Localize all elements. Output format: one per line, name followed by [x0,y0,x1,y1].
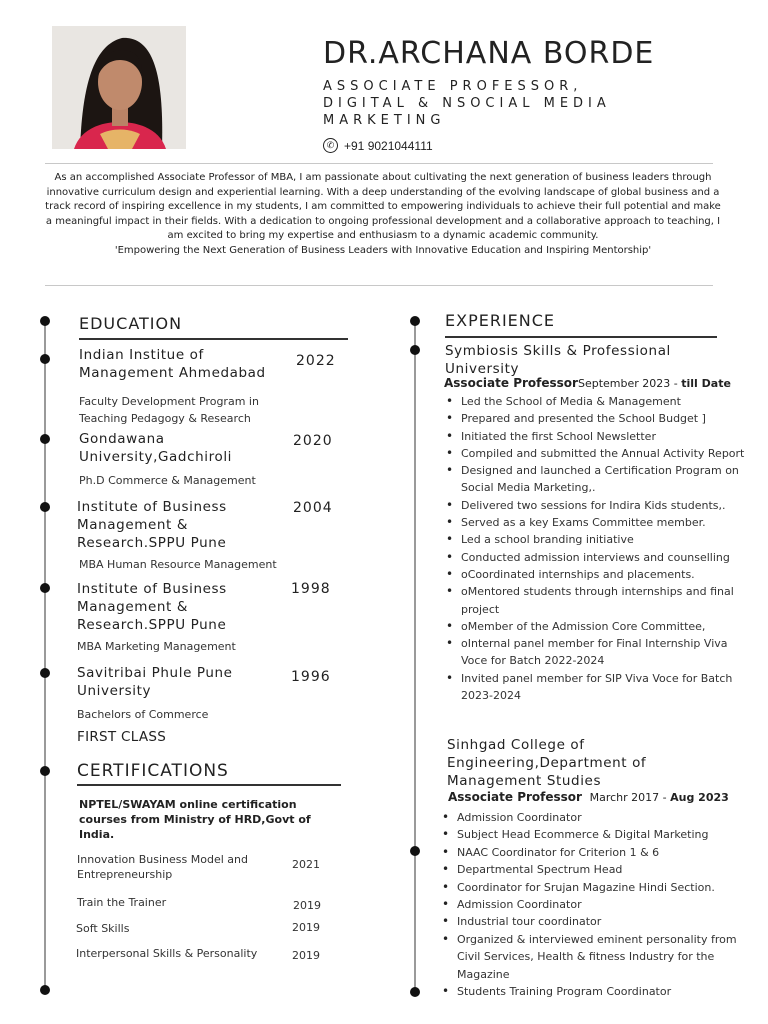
timeline-dot [410,987,420,997]
phone-number: +91 9021044111 [344,138,433,153]
experience-role [448,790,729,804]
timeline-dot [410,846,420,856]
timeline-dot [40,985,50,995]
summary-divider [45,285,713,286]
timeline-dot [410,345,420,355]
certification-name: Soft Skills [76,922,130,935]
experience-role-title: Associate Professor [444,376,578,390]
experience-date-to: till Date [681,377,731,390]
education-institution: Institute of Business Management & Research.SPPU Pune [77,581,227,633]
list-item: • Invited panel member for SIP Viva Voce for Batch 2023-2024 [446,670,746,705]
profile-photo-image [52,26,186,149]
list-item: • NAAC Coordinator for Criterion 1 & 6 [442,844,742,861]
experience-date-from: September 2023 - [577,377,682,390]
right-timeline-rail [414,320,416,992]
list-item: • Compiled and submitted the Annual Activity Report [446,445,746,462]
summary-quote: 'Empowering the Next Generation of Business Leaders with Innovative Education and Inspiring Mentorship' [114,244,652,256]
experience-role [444,376,731,390]
education-institution: Institute of Business Management & Research.SPPU Pune [77,499,227,551]
job-title-line: MARKETING [323,113,446,128]
candidate-name: DR.ARCHANA BORDE [323,36,655,71]
list-item: • Led a school branding initiative [446,531,746,548]
left-timeline-rail [44,320,46,990]
summary-text: As an accomplished Associate Professor of MBA, I am passionate about cultivating the next generation of business leaders through innovative curriculum design and experiential learning. With a deep understanding of the evolving landscape of global business and a track record of inspiring excellence in my students, I am committed to empowering individuals to achieve their full potential and make a meaningful impact in their fields. With a dedication to ongoing professional development and a collaborative approach to teaching, I am excited to bring my expertise and enthusiasm to a dynamic academic community. [45,172,721,242]
phone-contact[interactable] [323,138,433,153]
certification-year: 2021 [292,858,320,871]
experience-organization: Sinhgad College of Engineering,Department of Management Studies [447,737,647,789]
education-detail: Faculty Development Program in Teaching Pedagogy & Research [79,395,259,425]
education-underline [79,338,348,340]
education-year: 2020 [293,433,333,449]
education-institution: Gondawana University,Gadchiroli [79,431,233,465]
list-item: • oMember of the Admission Core Committee, [446,618,746,635]
experience-duties-list [446,393,746,704]
experience-date-to: Aug 2023 [670,791,729,804]
phone-icon: ✆ [323,138,338,153]
list-item: • Departmental Spectrum Head [442,861,742,878]
certifications-heading: CERTIFICATIONS [77,761,229,781]
timeline-dot [410,316,420,326]
experience-role-title: Associate Professor [448,790,582,804]
timeline-dot [40,766,50,776]
timeline-dot [40,434,50,444]
certification-name: Train the Trainer [77,896,167,909]
list-item: • Industrial tour coordinator [442,913,742,930]
list-item: • Admission Coordinator [442,896,742,913]
list-item: • Admission Coordinator [442,809,742,826]
list-item: • Coordinator for Srujan Magazine Hindi Section. [442,879,742,896]
certifications-underline [77,784,341,786]
list-item: • oInternal panel member for Final Internship Viva Voce for Batch 2022-2024 [446,635,746,670]
list-item: • Served as a key Exams Committee member. [446,514,746,531]
experience-underline [445,336,717,338]
timeline-dot [40,583,50,593]
list-item: • Organized & interviewed eminent personality from Civil Services, Health & fitness Industry for the Magazine [442,931,742,983]
list-item: • oCoordinated internships and placements. [446,566,746,583]
certification-intro: NPTEL/SWAYAM online certification courses from Ministry of HRD,Govt of India. [79,798,311,841]
list-item: • Delivered two sessions for Indira Kids students,. [446,497,746,514]
experience-date [590,791,729,804]
list-item: • oMentored students through internships and final project [446,583,746,618]
job-title [323,78,723,129]
education-year: 2004 [293,500,333,516]
list-item: • Initiated the first School Newsletter [446,428,746,445]
certification-name: Interpersonal Skills & Personality [76,947,258,960]
education-institution: Savitribai Phule Pune University [77,665,233,699]
list-item: • Students Training Program Coordinator [442,983,742,1000]
certification-year: 2019 [292,949,320,962]
job-title-line: ASSOCIATE PROFESSOR, [323,79,583,94]
education-year: 2022 [296,353,336,369]
experience-heading: EXPERIENCE [445,311,556,330]
experience-duties-list [442,809,742,1000]
certification-name: Innovation Business Model and Entrepreneurship [77,853,248,881]
timeline-dot [40,502,50,512]
header-divider [45,163,713,164]
list-item: • Designed and launched a Certification Program on Social Media Marketing,. [446,462,746,497]
education-year: 1998 [291,581,331,597]
job-title-line: DIGITAL & NSOCIAL MEDIA [323,96,611,111]
experience-organization: Symbiosis Skills & Professional University [445,343,671,377]
profile-photo [52,26,186,149]
education-first-class: FIRST CLASS [77,729,167,745]
list-item: • Subject Head Ecommerce & Digital Marketing [442,826,742,843]
education-year: 1996 [291,669,331,685]
list-item: • Prepared and presented the School Budget ] [446,410,746,427]
certification-year: 2019 [293,899,321,912]
experience-date [578,377,731,390]
list-item: • Conducted admission interviews and counselling [446,549,746,566]
timeline-dot [40,316,50,326]
education-institution: Indian Institue of Management Ahmedabad [79,347,266,381]
education-detail: Ph.D Commerce & Management [79,474,256,487]
education-detail: Bachelors of Commerce [77,708,209,721]
education-detail: MBA Marketing Management [77,640,236,653]
education-heading: EDUCATION [79,314,183,333]
profile-summary [45,171,721,259]
timeline-dot [40,354,50,364]
certification-year: 2019 [292,921,320,934]
list-item: • Led the School of Media & Management [446,393,746,410]
timeline-dot [40,668,50,678]
experience-date-from: Marchr 2017 - [589,791,671,804]
education-detail: MBA Human Resource Management [79,558,277,571]
